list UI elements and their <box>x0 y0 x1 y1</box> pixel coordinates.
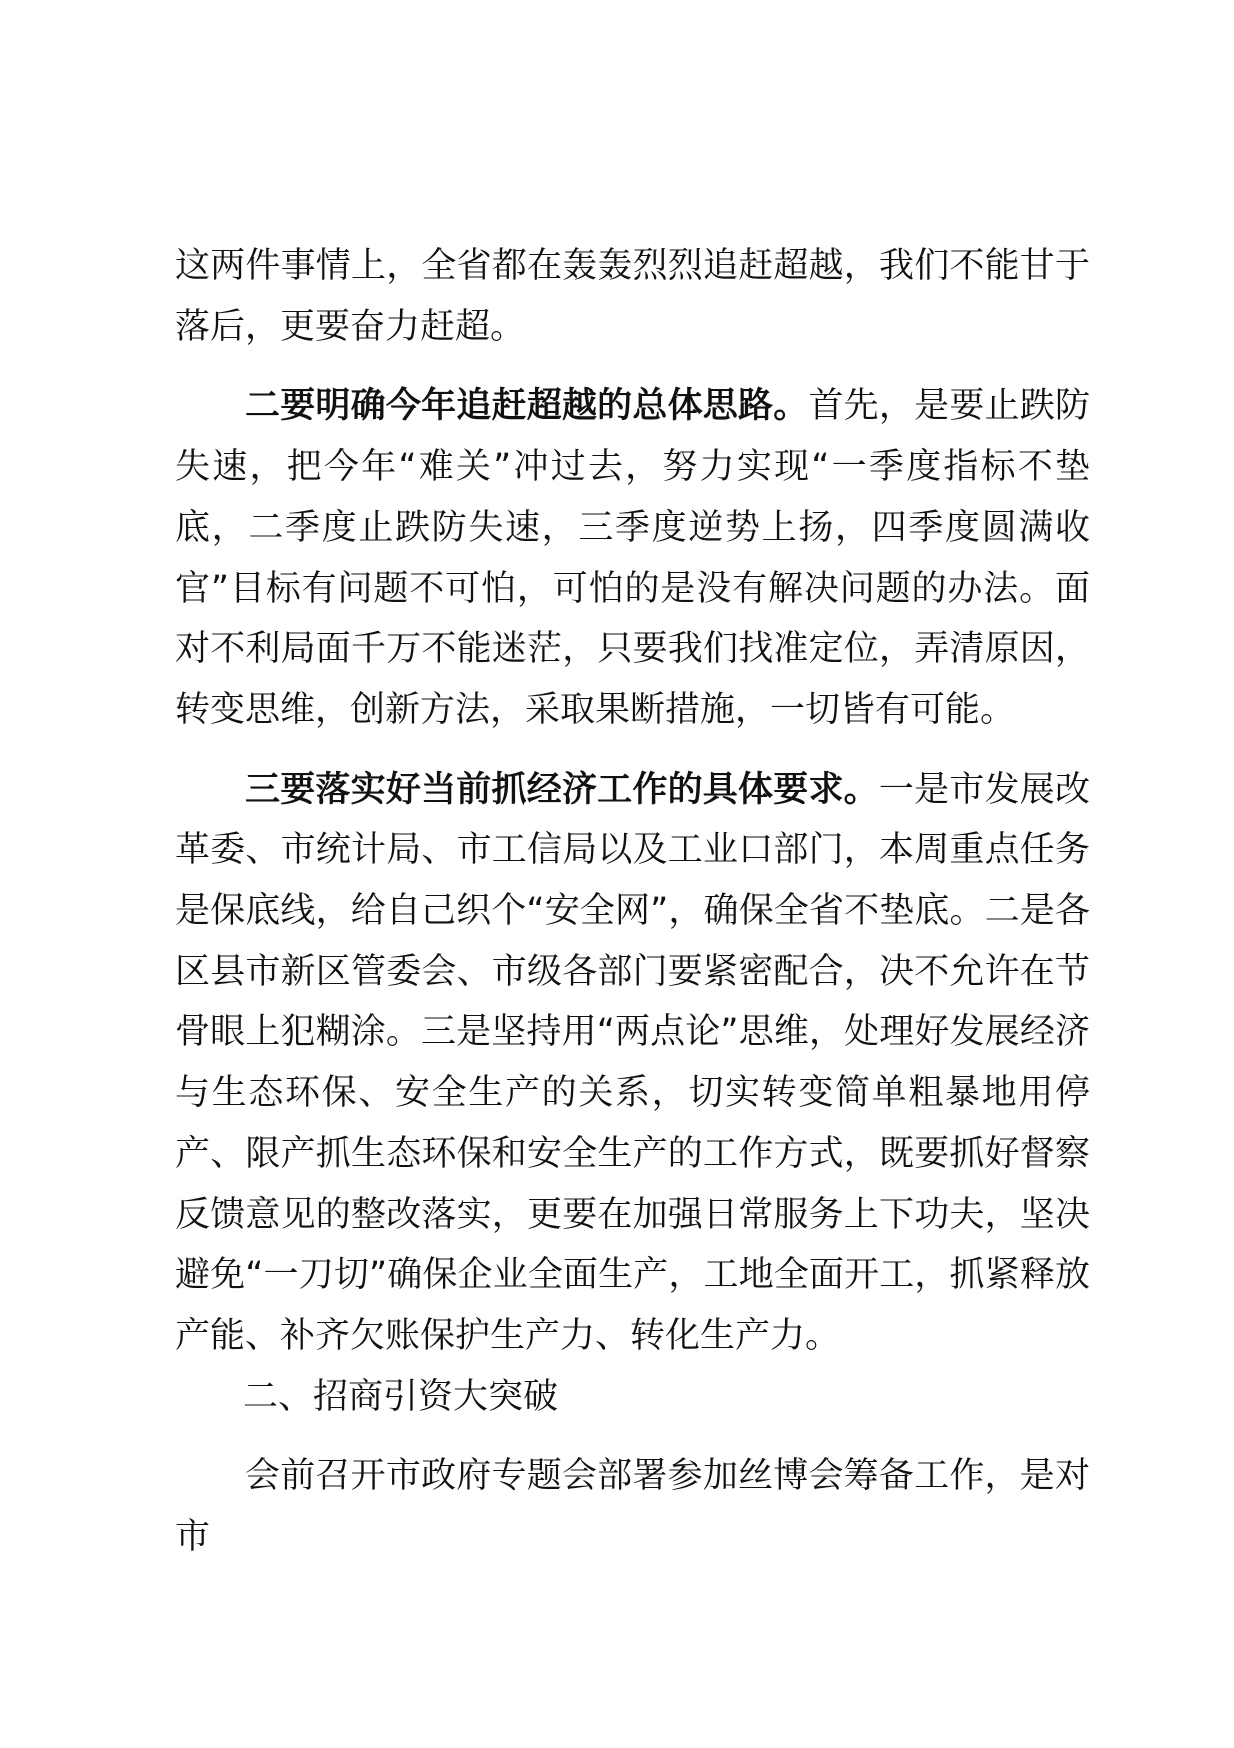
paragraph-text: 首先，是要止跌防失速，把今年“难关”冲过去，努力实现“一季度指标不垫底，二季度止跌防失速，三季度逆势上扬，四季度圆满收官”目标有问题不可怕，可怕的是没有解决问题的办法。面对不利局面千万不能迷茫，只要我们找准定位，弄清原因，转变思维，创新方法，采取果断措施，一切皆有可能。 <box>175 386 1090 730</box>
document-body <box>175 236 1090 1568</box>
section-heading: 二、招商引资大突破 <box>243 1376 559 1417</box>
paragraph-lead-bold: 三要落实好当前抓经济工作的具体要求。 <box>245 769 879 810</box>
paragraph-investment: 会前召开市政府专题会部署参加丝博会筹备工作，是对市 <box>175 1456 1090 1558</box>
paragraph-specific-requirements <box>175 760 1090 1367</box>
paragraph-overall-approach <box>175 376 1090 740</box>
paragraph-text: 一是市发展改革委、市统计局、市工信局以及工业口部门，本周重点任务是保底线，给自己织个“安全网”，确保全省不垫底。二是各区县市新区管委会、市级各部门要紧密配合，决不允许在节骨眼上犯糊涂。三是坚持用“两点论”思维，处理好发展经济与生态环保、安全生产的关系，切实转变简单粗暴地用停产、限产抓生态环保和安全生产的工作方式，既要抓好督察反馈意见的整改落实，更要在加强日常服务上下功夫，坚决避免“一刀切”确保企业全面生产，工地全面开工，抓紧释放产能、补齐欠账保护生产力、转化生产力。 <box>175 769 1090 1356</box>
paragraph-continuation: 这两件事情上，全省都在轰轰烈烈追赶超越，我们不能甘于落后，更要奋力赶超。 <box>175 246 1090 347</box>
paragraph-lead-bold: 二要明确今年追赶超越的总体思路。 <box>245 386 809 427</box>
